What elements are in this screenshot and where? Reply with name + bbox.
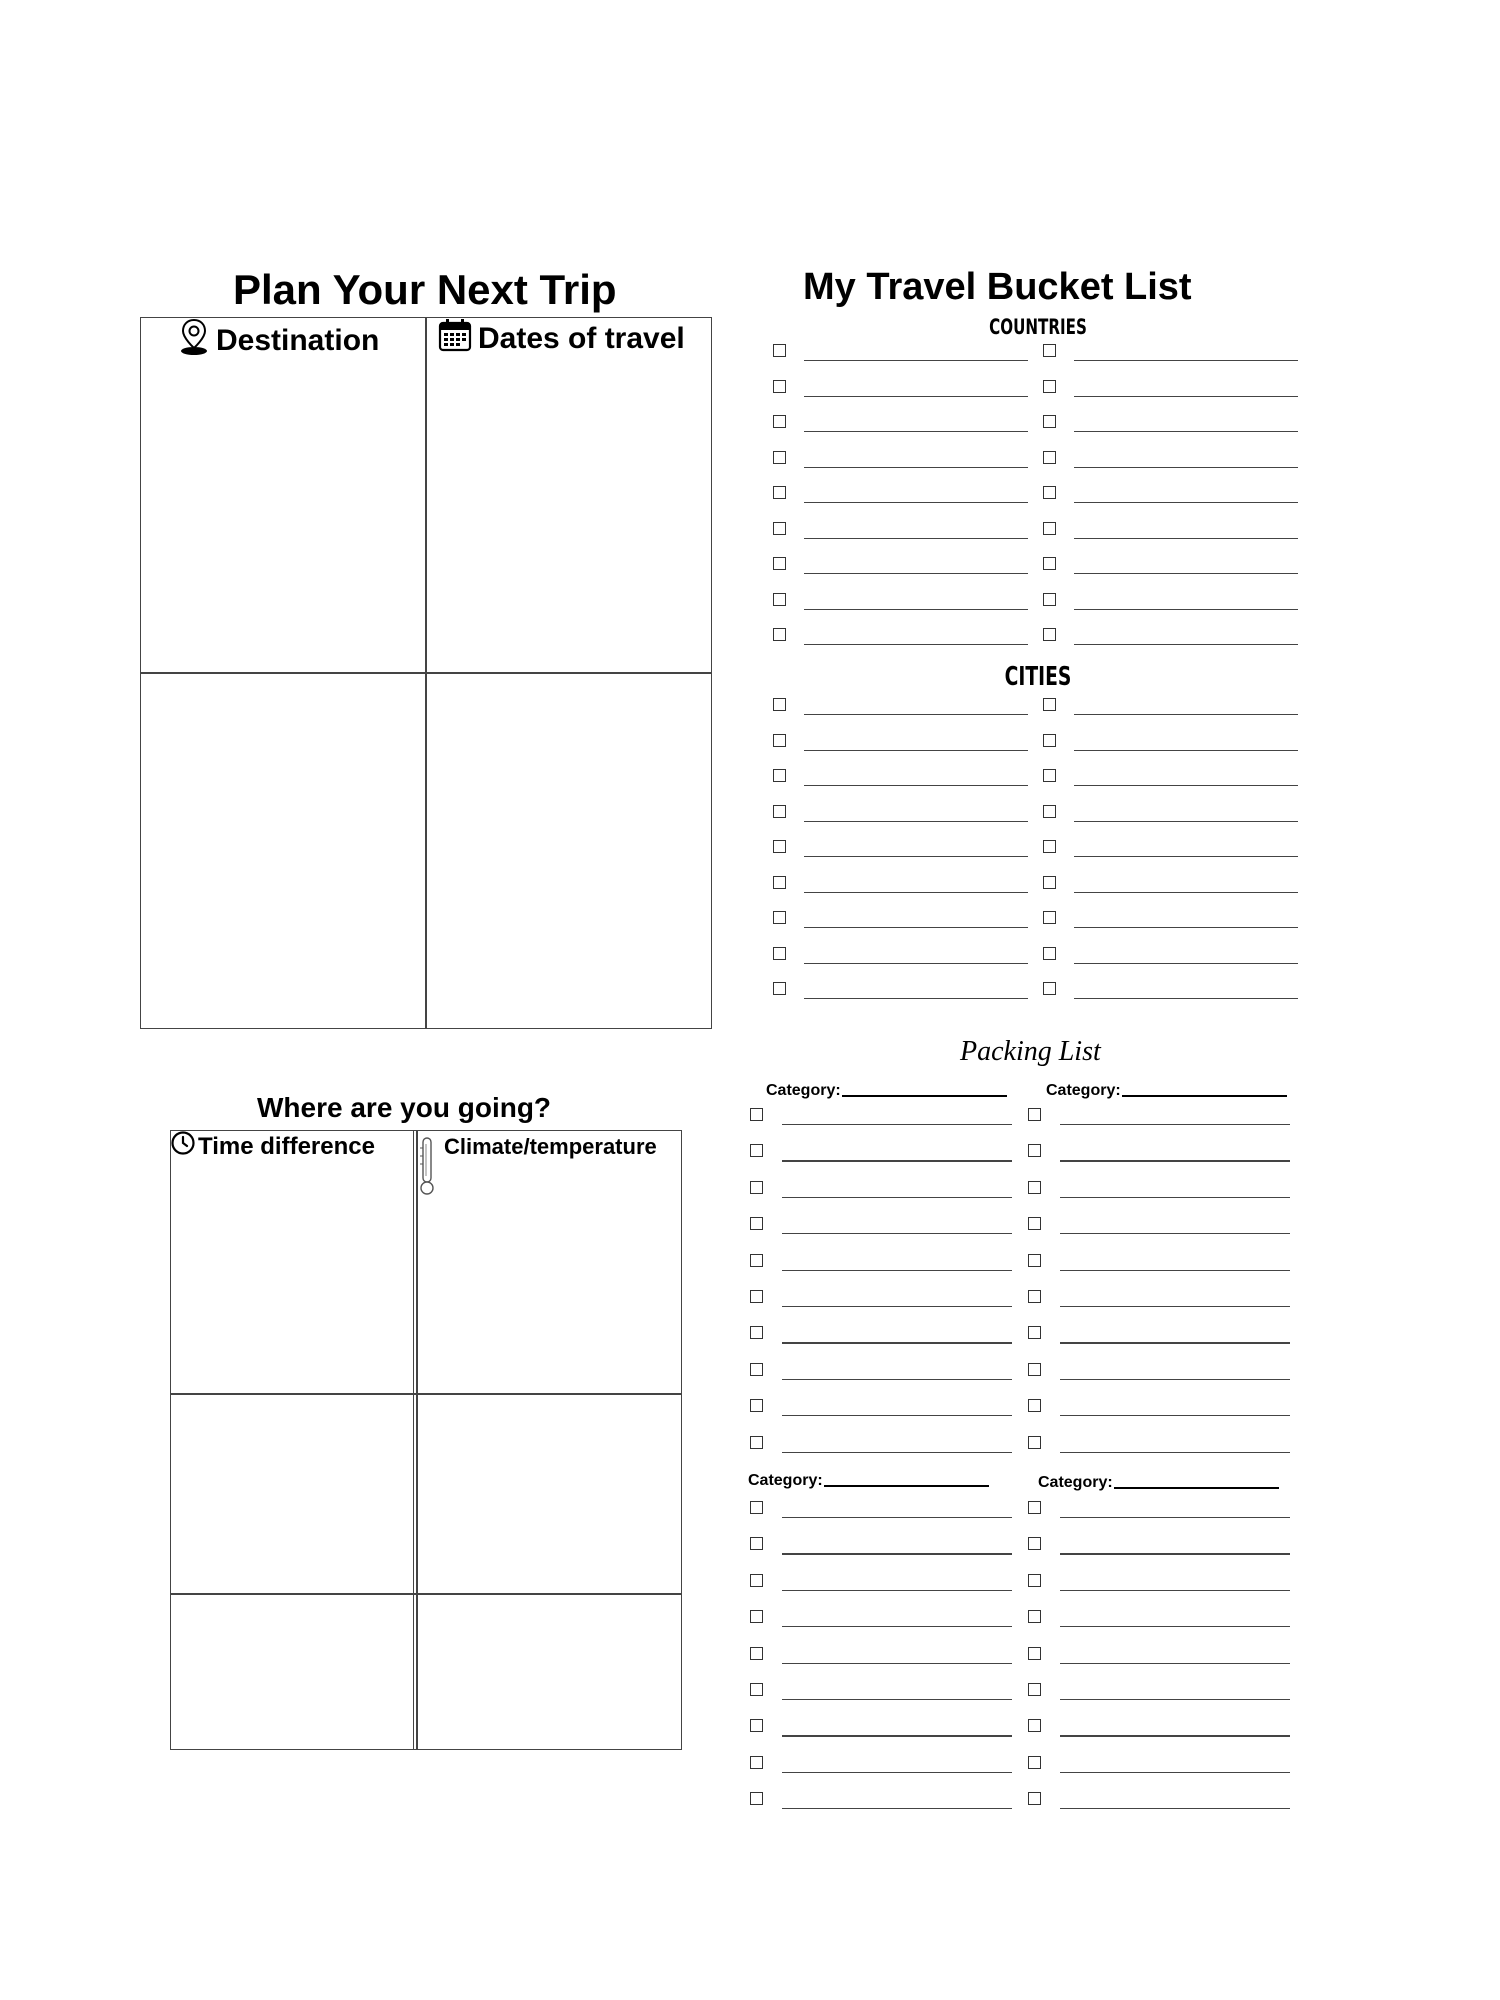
- where-going-divider-vertical: [416, 1130, 418, 1750]
- cities-row: [773, 765, 1028, 789]
- category-label: Category:: [1046, 1082, 1121, 1099]
- write-in-line[interactable]: [782, 1772, 1012, 1773]
- packing-row: [750, 1322, 1012, 1346]
- write-in-line[interactable]: [1074, 785, 1298, 786]
- checkbox[interactable]: [773, 805, 786, 818]
- write-in-line[interactable]: [804, 998, 1028, 999]
- checkbox[interactable]: [1043, 486, 1056, 499]
- checkbox[interactable]: [750, 1719, 763, 1732]
- where-going-divider-2: [170, 1593, 682, 1595]
- checkbox[interactable]: [773, 911, 786, 924]
- destination-label: Destination: [216, 324, 380, 357]
- checkbox[interactable]: [1028, 1683, 1041, 1696]
- write-in-line[interactable]: [804, 785, 1028, 786]
- checkbox[interactable]: [750, 1290, 763, 1303]
- write-in-line[interactable]: [782, 1342, 1012, 1343]
- packing-row: [1028, 1250, 1290, 1274]
- write-in-line[interactable]: [1060, 1160, 1290, 1161]
- packing-row: [750, 1788, 1012, 1812]
- write-in-line[interactable]: [1060, 1124, 1290, 1125]
- write-in-line[interactable]: [782, 1626, 1012, 1627]
- plan-trip-divider-horizontal: [140, 672, 712, 674]
- write-in-line[interactable]: [782, 1415, 1012, 1416]
- category-blank[interactable]: [842, 1095, 1007, 1097]
- write-in-line[interactable]: [804, 360, 1028, 361]
- checkbox[interactable]: [750, 1144, 763, 1157]
- write-in-line[interactable]: [1074, 360, 1298, 361]
- countries-row: [773, 624, 1028, 648]
- write-in-line[interactable]: [1074, 714, 1298, 715]
- checkbox[interactable]: [773, 876, 786, 889]
- checkbox[interactable]: [1028, 1756, 1041, 1769]
- checkbox[interactable]: [773, 840, 786, 853]
- checkbox[interactable]: [773, 947, 786, 960]
- checkbox[interactable]: [1043, 982, 1056, 995]
- category-label: Category:: [766, 1082, 841, 1099]
- calendar-icon: [438, 318, 472, 360]
- write-in-line[interactable]: [1060, 1735, 1290, 1736]
- packing-category-3[interactable]: [748, 1472, 989, 1490]
- write-in-line[interactable]: [1060, 1699, 1290, 1700]
- checkbox[interactable]: [750, 1217, 763, 1230]
- write-in-line[interactable]: [1074, 750, 1298, 751]
- checkbox[interactable]: [1043, 522, 1056, 535]
- checkbox[interactable]: [773, 415, 786, 428]
- packing-category-4[interactable]: [1038, 1474, 1279, 1492]
- write-in-line[interactable]: [1060, 1590, 1290, 1591]
- write-in-line[interactable]: [1074, 467, 1298, 468]
- category-label: Category:: [748, 1472, 823, 1489]
- checkbox[interactable]: [773, 698, 786, 711]
- countries-row: [1043, 553, 1298, 577]
- checkbox[interactable]: [1028, 1181, 1041, 1194]
- packing-row: [750, 1250, 1012, 1274]
- thermometer-guide-line: [413, 1130, 414, 1750]
- checkbox[interactable]: [1043, 557, 1056, 570]
- checkbox[interactable]: [773, 380, 786, 393]
- checkbox[interactable]: [1028, 1719, 1041, 1732]
- category-blank[interactable]: [1122, 1095, 1287, 1097]
- packing-row: [1028, 1432, 1290, 1456]
- checkbox[interactable]: [773, 451, 786, 464]
- write-in-line[interactable]: [1074, 502, 1298, 503]
- packing-row: [750, 1533, 1012, 1557]
- write-in-line[interactable]: [1060, 1517, 1290, 1518]
- cities-row: [1043, 836, 1298, 860]
- countries-row: [773, 482, 1028, 506]
- write-in-line[interactable]: [1060, 1306, 1290, 1307]
- checkbox[interactable]: [750, 1254, 763, 1267]
- checkbox[interactable]: [1028, 1254, 1041, 1267]
- packing-row: [1028, 1715, 1290, 1739]
- packing-row: [750, 1140, 1012, 1164]
- checkbox[interactable]: [1028, 1647, 1041, 1660]
- write-in-line[interactable]: [804, 431, 1028, 432]
- write-in-line[interactable]: [1060, 1626, 1290, 1627]
- packing-row: [1028, 1359, 1290, 1383]
- write-in-line[interactable]: [782, 1590, 1012, 1591]
- write-in-line[interactable]: [1060, 1379, 1290, 1380]
- checkbox[interactable]: [750, 1436, 763, 1449]
- countries-row: [773, 589, 1028, 613]
- write-in-line[interactable]: [804, 963, 1028, 964]
- write-in-line[interactable]: [804, 856, 1028, 857]
- checkbox[interactable]: [1043, 734, 1056, 747]
- checkbox[interactable]: [750, 1792, 763, 1805]
- checkbox[interactable]: [1028, 1326, 1041, 1339]
- packing-row: [750, 1606, 1012, 1630]
- packing-row: [1028, 1497, 1290, 1521]
- checkbox[interactable]: [1043, 451, 1056, 464]
- category-label: Category:: [1038, 1474, 1113, 1491]
- checkbox[interactable]: [1043, 628, 1056, 641]
- checkbox[interactable]: [1028, 1144, 1041, 1157]
- cities-row: [1043, 943, 1298, 967]
- packing-row: [750, 1497, 1012, 1521]
- dates-label: Dates of travel: [478, 322, 685, 355]
- countries-row: [1043, 376, 1298, 400]
- checkbox[interactable]: [773, 769, 786, 782]
- cities-row: [773, 836, 1028, 860]
- write-in-line[interactable]: [782, 1197, 1012, 1198]
- where-going-divider-1: [170, 1393, 682, 1395]
- write-in-line[interactable]: [804, 573, 1028, 574]
- packing-row: [750, 1104, 1012, 1128]
- write-in-line[interactable]: [804, 644, 1028, 645]
- countries-row: [773, 447, 1028, 471]
- checkbox[interactable]: [750, 1683, 763, 1696]
- write-in-line[interactable]: [804, 467, 1028, 468]
- cities-row: [773, 978, 1028, 1002]
- checkbox[interactable]: [750, 1501, 763, 1514]
- checkbox[interactable]: [750, 1108, 763, 1121]
- thermometer-icon: [418, 1136, 436, 1202]
- write-in-line[interactable]: [1074, 927, 1298, 928]
- packing-list-title: Packing List: [960, 1036, 1101, 1067]
- countries-row: [1043, 482, 1298, 506]
- checkbox[interactable]: [1028, 1290, 1041, 1303]
- write-in-line[interactable]: [1074, 573, 1298, 574]
- countries-row: [1043, 518, 1298, 542]
- countries-row: [1043, 447, 1298, 471]
- category-blank[interactable]: [824, 1485, 989, 1487]
- checkbox[interactable]: [1028, 1792, 1041, 1805]
- write-in-line[interactable]: [1074, 856, 1298, 857]
- checkbox[interactable]: [1028, 1363, 1041, 1376]
- cities-row: [773, 801, 1028, 825]
- write-in-line[interactable]: [804, 927, 1028, 928]
- write-in-line[interactable]: [782, 1233, 1012, 1234]
- checkbox[interactable]: [773, 486, 786, 499]
- countries-row: [1043, 411, 1298, 435]
- checkbox[interactable]: [1043, 947, 1056, 960]
- checkbox[interactable]: [773, 557, 786, 570]
- countries-row: [1043, 589, 1298, 613]
- write-in-line[interactable]: [804, 609, 1028, 610]
- packing-row: [750, 1752, 1012, 1776]
- write-in-line[interactable]: [804, 892, 1028, 893]
- checkbox[interactable]: [773, 344, 786, 357]
- write-in-line[interactable]: [804, 396, 1028, 397]
- checkbox[interactable]: [1043, 415, 1056, 428]
- countries-row: [773, 340, 1028, 364]
- cities-row: [1043, 765, 1298, 789]
- write-in-line[interactable]: [1074, 998, 1298, 999]
- countries-row: [773, 518, 1028, 542]
- time-difference-header: [170, 1130, 375, 1163]
- checkbox[interactable]: [750, 1181, 763, 1194]
- write-in-line[interactable]: [782, 1124, 1012, 1125]
- checkbox[interactable]: [773, 628, 786, 641]
- cities-row: [773, 872, 1028, 896]
- checkbox[interactable]: [773, 593, 786, 606]
- write-in-line[interactable]: [804, 821, 1028, 822]
- write-in-line[interactable]: [804, 750, 1028, 751]
- packing-row: [750, 1286, 1012, 1310]
- write-in-line[interactable]: [1060, 1197, 1290, 1198]
- packing-category-1[interactable]: [766, 1082, 1007, 1100]
- write-in-line[interactable]: [804, 714, 1028, 715]
- packing-row: [1028, 1788, 1290, 1812]
- checkbox[interactable]: [750, 1363, 763, 1376]
- map-pin-icon: [178, 318, 210, 364]
- write-in-line[interactable]: [1060, 1452, 1290, 1453]
- write-in-line[interactable]: [1060, 1342, 1290, 1343]
- dates-header: [438, 318, 685, 360]
- climate-header: [418, 1134, 657, 1202]
- checkbox[interactable]: [750, 1756, 763, 1769]
- checkbox[interactable]: [1043, 344, 1056, 357]
- packing-category-2[interactable]: [1046, 1082, 1287, 1100]
- write-in-line[interactable]: [1060, 1553, 1290, 1554]
- write-in-line[interactable]: [782, 1306, 1012, 1307]
- destination-header: [178, 318, 379, 364]
- checkbox[interactable]: [1028, 1217, 1041, 1230]
- checkbox[interactable]: [1043, 840, 1056, 853]
- climate-label: Climate/temperature: [444, 1134, 657, 1159]
- write-in-line[interactable]: [1074, 396, 1298, 397]
- packing-row: [1028, 1140, 1290, 1164]
- packing-row: [1028, 1679, 1290, 1703]
- packing-row: [1028, 1752, 1290, 1776]
- checkbox[interactable]: [1043, 805, 1056, 818]
- cities-row: [1043, 730, 1298, 754]
- cities-row: [773, 943, 1028, 967]
- packing-row: [750, 1359, 1012, 1383]
- write-in-line[interactable]: [782, 1160, 1012, 1161]
- where-going-grid: [170, 1130, 682, 1750]
- packing-row: [1028, 1322, 1290, 1346]
- packing-row: [1028, 1395, 1290, 1419]
- packing-row: [1028, 1177, 1290, 1201]
- packing-row: [750, 1679, 1012, 1703]
- checkbox[interactable]: [1043, 769, 1056, 782]
- countries-row: [773, 553, 1028, 577]
- packing-row: [1028, 1570, 1290, 1594]
- write-in-line[interactable]: [1074, 538, 1298, 539]
- checkbox[interactable]: [1028, 1108, 1041, 1121]
- write-in-line[interactable]: [1074, 609, 1298, 610]
- packing-row: [750, 1570, 1012, 1594]
- cities-row: [1043, 978, 1298, 1002]
- checkbox[interactable]: [750, 1537, 763, 1550]
- where-going-title: Where are you going?: [257, 1092, 552, 1123]
- packing-row: [1028, 1606, 1290, 1630]
- packing-row: [750, 1432, 1012, 1456]
- checkbox[interactable]: [1043, 876, 1056, 889]
- checkbox[interactable]: [750, 1399, 763, 1412]
- packing-row: [1028, 1533, 1290, 1557]
- write-in-line[interactable]: [804, 538, 1028, 539]
- checkbox[interactable]: [750, 1574, 763, 1587]
- checkbox[interactable]: [1028, 1574, 1041, 1587]
- checkbox[interactable]: [773, 982, 786, 995]
- packing-row: [750, 1643, 1012, 1667]
- countries-row: [1043, 624, 1298, 648]
- write-in-line[interactable]: [782, 1553, 1012, 1554]
- checkbox[interactable]: [1043, 593, 1056, 606]
- cities-label: CITIES: [1004, 662, 1072, 692]
- write-in-line[interactable]: [1074, 963, 1298, 964]
- packing-row: [750, 1715, 1012, 1739]
- checkbox[interactable]: [1028, 1436, 1041, 1449]
- write-in-line[interactable]: [804, 502, 1028, 503]
- time-difference-label: Time difference: [198, 1132, 375, 1160]
- write-in-line[interactable]: [1060, 1415, 1290, 1416]
- write-in-line[interactable]: [1074, 644, 1298, 645]
- write-in-line[interactable]: [782, 1663, 1012, 1664]
- checkbox[interactable]: [750, 1647, 763, 1660]
- write-in-line[interactable]: [782, 1808, 1012, 1809]
- write-in-line[interactable]: [782, 1735, 1012, 1736]
- checkbox[interactable]: [1043, 380, 1056, 393]
- checkbox[interactable]: [1028, 1399, 1041, 1412]
- cities-row: [1043, 872, 1298, 896]
- packing-row: [1028, 1104, 1290, 1128]
- cities-row: [773, 730, 1028, 754]
- write-in-line[interactable]: [1060, 1270, 1290, 1271]
- cities-row: [1043, 907, 1298, 931]
- checkbox[interactable]: [1028, 1537, 1041, 1550]
- checkbox[interactable]: [1028, 1610, 1041, 1623]
- write-in-line[interactable]: [1074, 892, 1298, 893]
- write-in-line[interactable]: [1060, 1663, 1290, 1664]
- cities-row: [1043, 801, 1298, 825]
- checkbox[interactable]: [1043, 698, 1056, 711]
- write-in-line[interactable]: [1060, 1233, 1290, 1234]
- countries-row: [773, 411, 1028, 435]
- write-in-line[interactable]: [1074, 431, 1298, 432]
- countries-row: [1043, 340, 1298, 364]
- cities-row: [773, 907, 1028, 931]
- write-in-line[interactable]: [782, 1270, 1012, 1271]
- countries-label: COUNTRIES: [989, 315, 1087, 339]
- write-in-line[interactable]: [782, 1379, 1012, 1380]
- bucket-list-title: My Travel Bucket List: [803, 266, 1192, 308]
- checkbox[interactable]: [750, 1610, 763, 1623]
- checkbox[interactable]: [773, 522, 786, 535]
- write-in-line[interactable]: [782, 1699, 1012, 1700]
- checkbox[interactable]: [1028, 1501, 1041, 1514]
- packing-row: [1028, 1286, 1290, 1310]
- clock-icon: [170, 1130, 196, 1163]
- checkbox[interactable]: [750, 1326, 763, 1339]
- packing-row: [1028, 1213, 1290, 1237]
- plan-trip-title: Plan Your Next Trip: [233, 266, 617, 313]
- packing-row: [1028, 1643, 1290, 1667]
- write-in-line[interactable]: [1060, 1772, 1290, 1773]
- category-blank[interactable]: [1114, 1487, 1279, 1489]
- checkbox[interactable]: [773, 734, 786, 747]
- write-in-line[interactable]: [782, 1517, 1012, 1518]
- write-in-line[interactable]: [782, 1452, 1012, 1453]
- cities-row: [773, 694, 1028, 718]
- packing-row: [750, 1213, 1012, 1237]
- cities-row: [1043, 694, 1298, 718]
- countries-row: [773, 376, 1028, 400]
- packing-row: [750, 1395, 1012, 1419]
- write-in-line[interactable]: [1074, 821, 1298, 822]
- checkbox[interactable]: [1043, 911, 1056, 924]
- write-in-line[interactable]: [1060, 1808, 1290, 1809]
- packing-row: [750, 1177, 1012, 1201]
